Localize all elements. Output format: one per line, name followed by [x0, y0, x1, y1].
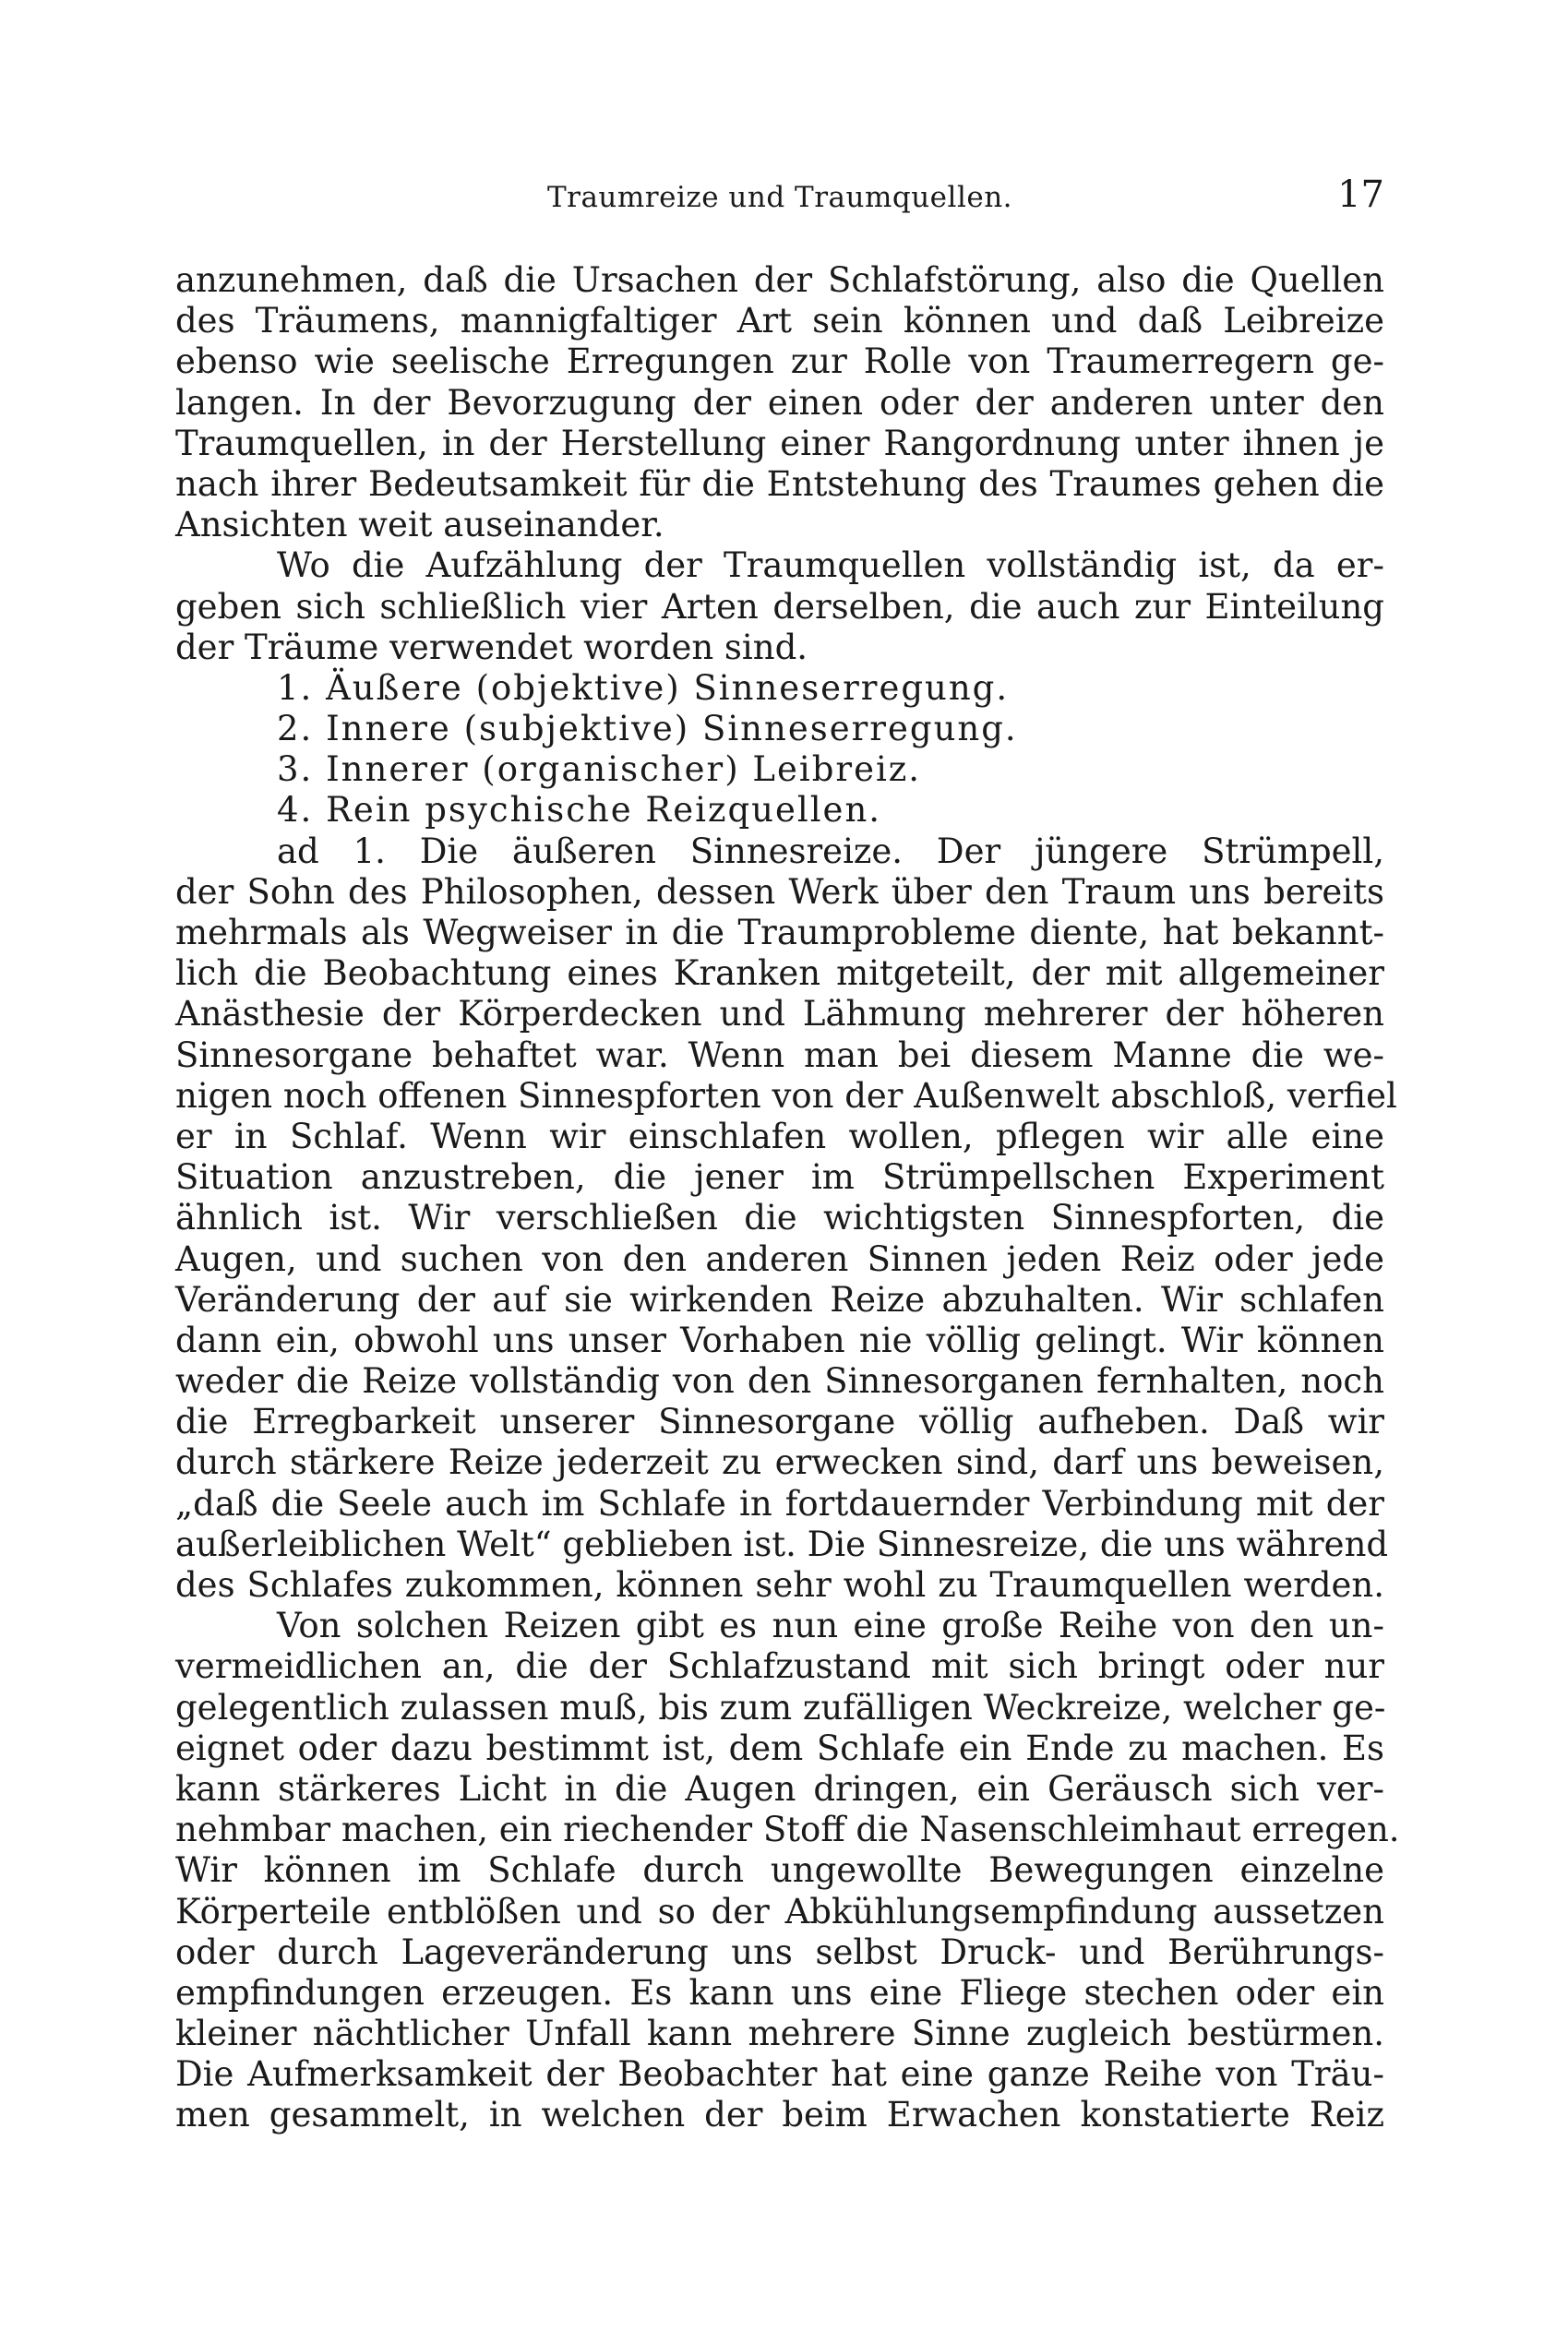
text-line: langen. In der Bevorzugung der einen oder der anderen unter den	[175, 382, 1384, 423]
running-head: Traumreize und Traumquellen.	[546, 181, 1013, 214]
text-line: Die Aufmerksamkeit der Beobachter hat eine ganze Reihe von Träu-	[175, 2054, 1384, 2095]
text-line: empfindungen erzeugen. Es kann uns eine Fliege stechen oder ein	[175, 1972, 1384, 2013]
text-line: Wir können im Schlafe durch ungewollte Bewegungen einzelne	[175, 1850, 1384, 1891]
page-number: 17	[1337, 173, 1384, 216]
text-line: Ansichten weit auseinander.	[175, 505, 664, 545]
text-line: er in Schlaf. Wenn wir einschlafen wollen, pflegen wir alle eine	[175, 1116, 1384, 1156]
text-line: Traumquellen, in der Herstellung einer Rangordnung unter ihnen je	[175, 423, 1384, 463]
text-line: Körperteile entblößen und so der Abkühlungsempfindung aussetzen	[175, 1891, 1384, 1931]
text-line: vermeidlichen an, die der Schlafzustand mit sich bringt oder nur	[175, 1646, 1384, 1687]
text-line: mehrmals als Wegweiser in die Traumprobleme diente, hat bekannt-	[175, 913, 1384, 952]
text-line: geben sich schließlich vier Arten derselben, die auch zur Einteilung	[175, 586, 1384, 627]
text-line: gelegentlich zulassen muß, bis zum zufälligen Weckreize, welcher ge-	[175, 1687, 1386, 1728]
text-line: Veränderung der auf sie wirkenden Reize abzuhalten. Wir schlafen	[175, 1279, 1384, 1320]
text-line: Wo die Aufzählung der Traumquellen vollständig ist, da er-	[277, 545, 1384, 586]
text-line: die Erregbarkeit unserer Sinnesorgane völlig aufheben. Daß wir	[175, 1402, 1384, 1442]
text-line: des Schlafes zukommen, können sehr wohl zu Traumquellen werden.	[175, 1565, 1384, 1605]
text-line: men gesammelt, in welchen der beim Erwachen konstatierte Reiz	[175, 2095, 1384, 2135]
text-line: der Träume verwendet worden sind.	[175, 627, 808, 667]
text-line: des Träumens, mannigfaltiger Art sein können und daß Leibreize	[175, 301, 1384, 341]
text-line: 1. Äußere (objektive) Sinneserregung.	[277, 667, 1010, 708]
text-line: oder durch Lageveränderung uns selbst Druck- und Berührungs-	[175, 1931, 1384, 1972]
text-line: Anästhesie der Körperdecken und Lähmung mehrerer der höheren	[175, 994, 1384, 1034]
text-line: ebenso wie seelische Erregungen zur Rolle von Traumerregern ge-	[175, 341, 1384, 382]
text-line: außerleiblichen Welt“ geblieben ist. Die Sinnesreize, die uns während	[175, 1524, 1389, 1564]
text-line: nach ihrer Bedeutsamkeit für die Entstehung des Traumes gehen die	[175, 463, 1384, 504]
text-line: anzunehmen, daß die Ursachen der Schlafstörung, also die Quellen	[175, 260, 1384, 300]
text-line: ad 1. Die äußeren Sinnesreize. Der jüngere Strümpell,	[277, 831, 1384, 871]
text-line: nigen noch offenen Sinnespforten von der Außenwelt abschloß, verfiel	[175, 1075, 1397, 1116]
text-line: 2. Innere (subjektive) Sinneserregung.	[277, 709, 1018, 749]
body-text	[175, 260, 1400, 2136]
text-line: kleiner nächtlicher Unfall kann mehrere Sinne zugleich bestürmen.	[175, 2014, 1384, 2054]
text-line: „daß die Seele auch im Schlafe in fortdauernder Verbindung mit der	[175, 1483, 1384, 1524]
text-line: weder die Reize vollständig von den Sinnesorganen fernhalten, noch	[175, 1361, 1384, 1402]
page-header	[175, 173, 1384, 229]
text-line: Augen, und suchen von den anderen Sinnen jeden Reiz oder jede	[175, 1238, 1384, 1279]
text-line: dann ein, obwohl uns unser Vorhaben nie völlig gelingt. Wir können	[175, 1320, 1384, 1360]
text-line: eignet oder dazu bestimmt ist, dem Schlafe ein Ende zu machen. Es	[175, 1728, 1384, 1768]
text-line: ähnlich ist. Wir verschließen die wichtigsten Sinnespforten, die	[175, 1198, 1384, 1238]
text-line: der Sohn des Philosophen, dessen Werk über den Traum uns bereits	[175, 871, 1384, 912]
text-line: nehmbar machen, ein riechender Stoff die Nasenschleimhaut erregen.	[175, 1810, 1400, 1850]
text-line: 3. Innerer (organischer) Leibreiz.	[277, 749, 922, 790]
text-line: 4. Rein psychische Reizquellen.	[277, 790, 882, 831]
text-line: durch stärkere Reize jederzeit zu erwecken sind, darf uns beweisen,	[175, 1442, 1384, 1483]
text-line: Situation anzustreben, die jener im Strümpellschen Experiment	[175, 1157, 1384, 1198]
text-line: lich die Beobachtung eines Kranken mitgeteilt, der mit allgemeiner	[175, 953, 1384, 994]
text-line: Von solchen Reizen gibt es nun eine große Reihe von den un-	[277, 1606, 1384, 1646]
text-line: Sinnesorgane behaftet war. Wenn man bei diesem Manne die we-	[175, 1034, 1384, 1075]
text-line: kann stärkeres Licht in die Augen dringen, ein Geräusch sich ver-	[175, 1768, 1384, 1809]
